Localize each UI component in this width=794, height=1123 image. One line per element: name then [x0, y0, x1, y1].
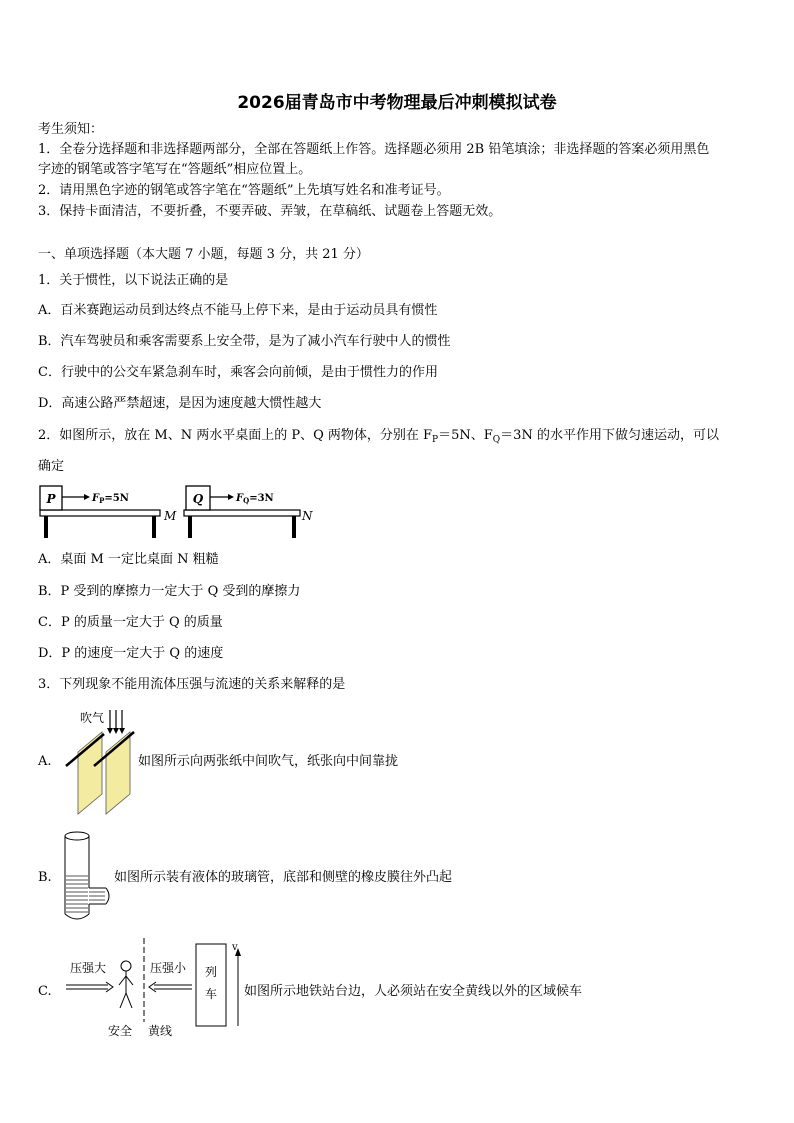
two-paper-figure — [62, 708, 142, 818]
q3-option-c-label: C. — [38, 984, 52, 999]
high-pressure-label: 压强大 — [70, 961, 107, 975]
q2-figure — [38, 480, 318, 540]
q2-option-d: D．P 的速度一定大于 Q 的速度 — [38, 646, 224, 661]
person-icon — [119, 961, 133, 1008]
train-label-2: 车 — [204, 987, 218, 1001]
q1-option-c: C．行驶中的公交车紧急刹车时，乘客会向前倾，是由于惯性力的作用 — [38, 365, 438, 380]
q2-option-a: A．桌面 M 一定比桌面 N 粗糙 — [38, 552, 219, 567]
q2-stem — [38, 428, 719, 448]
q2-stem-continued: 确定 — [38, 459, 65, 474]
glass-tube-figure — [60, 830, 115, 925]
q1-stem: 1．关于惯性，以下说法正确的是 — [38, 273, 229, 288]
q2-stem-part-a: 2．如图所示，放在 M、N 两水平桌面上的 P、Q 两物体，分别在 F — [38, 428, 433, 443]
low-pressure-label: 压强小 — [150, 961, 187, 975]
q1-option-a: A．百米赛跑运动员到达终点不能马上停下来，是由于运动员具有惯性 — [38, 303, 438, 318]
q1-option-b: B．汽车驾驶员和乘客需要系上安全带，是为了减小汽车行驶中人的惯性 — [38, 334, 451, 349]
notice-item-2: 2．请用黑色字迹的钢笔或答字笔在“答题纸”上先填写姓名和准考证号。 — [38, 183, 450, 198]
q3-stem: 3．下列现象不能用流体压强与流速的关系来解释的是 — [38, 677, 346, 692]
table-m-label: M — [164, 509, 177, 523]
q2-stem-sub-p: P — [432, 435, 439, 445]
notice-item-1-line-2: 字迹的钢笔或答字笔写在“答题纸”相应位置上。 — [38, 162, 312, 177]
q2-stem-part-b: ＝5N、F — [438, 428, 493, 443]
blow-label: 吹气 — [80, 711, 105, 725]
section-heading: 一、单项选择题（本大题 7 小题，每题 3 分，共 21 分） — [38, 247, 369, 262]
table-m — [40, 486, 177, 538]
block-p-label: P — [46, 492, 56, 506]
force-q-label: $F_Q=3N$ — [236, 493, 274, 505]
q1-option-d: D．高速公路严禁超速，是因为速度越大惯性越大 — [38, 396, 322, 411]
q2-option-b: B．P 受到的摩擦力一定大于 Q 受到的摩擦力 — [38, 584, 301, 599]
block-q-label: Q — [192, 492, 204, 506]
q3-option-b-text: 如图所示装有液体的玻璃管，底部和侧壁的橡皮膜往外凸起 — [114, 870, 453, 885]
train-label-1: 列 — [204, 965, 218, 979]
subway-platform-figure — [62, 938, 252, 1040]
safe-label: 安全 — [108, 1024, 133, 1038]
q3-option-a-label: A. — [38, 754, 52, 769]
q2-stem-sub-q: Q — [492, 435, 501, 445]
table-n-label: N — [302, 509, 313, 523]
force-p-label: $F_P=5N$ — [92, 493, 129, 505]
table-n — [184, 486, 313, 538]
q2-option-c: C．P 的质量一定大于 Q 的质量 — [38, 615, 223, 630]
q2-stem-part-c: ＝3N 的水平作用下做匀速运动，可以 — [500, 428, 719, 443]
notice-item-3: 3．保持卡面清洁，不要折叠，不要弄破、弄皱，在草稿纸、试题卷上答题无效。 — [38, 204, 502, 219]
train — [196, 944, 226, 1026]
q3-option-a-text: 如图所示向两张纸中间吹气，纸张向中间靠拢 — [138, 754, 399, 769]
yellow-line-label: 黄线 — [148, 1024, 173, 1038]
q3-option-c-text: 如图所示地铁站台边，人必须站在安全黄线以外的区域候车 — [244, 984, 583, 999]
notice-item-1-line-1: 1．全卷分选择题和非选择题两部分，全部在答题纸上作答。选择题必须用 2B 铅笔填涂；非选择题的答案必须用黑色 — [38, 142, 710, 157]
velocity-label: v — [232, 942, 238, 953]
notice-heading: 考生须知： — [38, 122, 104, 137]
q3-option-b-label: B. — [38, 870, 52, 885]
page-title: 2026届青岛市中考物理最后冲刺模拟试卷 — [237, 93, 557, 113]
